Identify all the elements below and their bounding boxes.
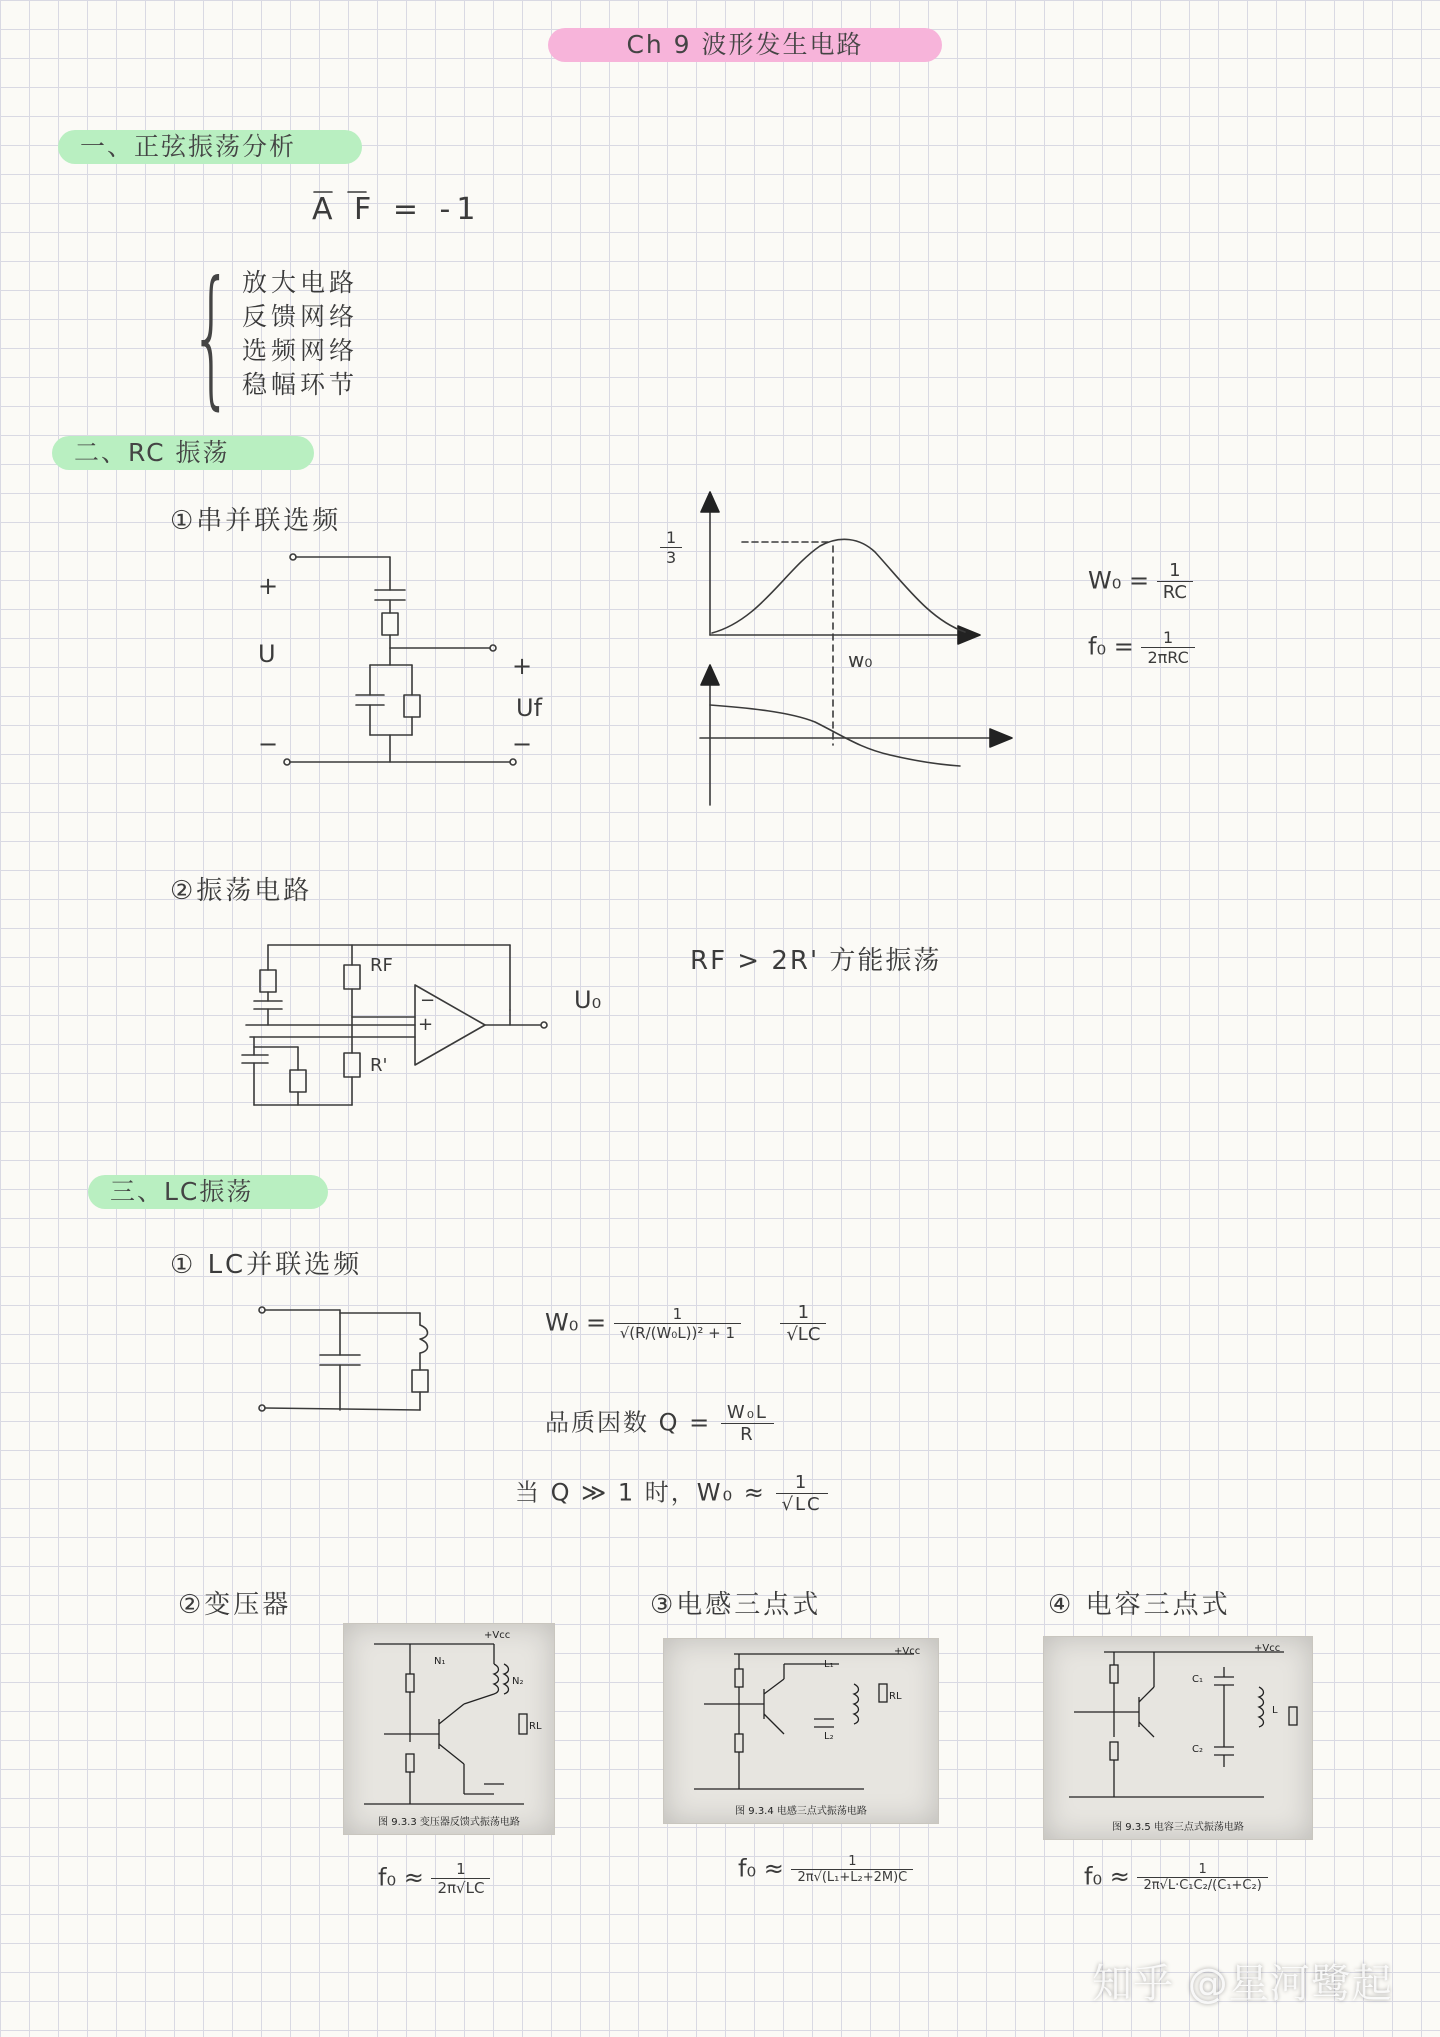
af-condition: A F = -1 xyxy=(312,192,482,227)
opamp-minus: − xyxy=(420,990,436,1011)
graph-w0-label: w₀ xyxy=(848,648,873,672)
section-heading-1: 一、正弦振荡分析 xyxy=(58,130,362,164)
inductive-three-point-title: ③电感三点式 xyxy=(650,1590,822,1620)
transformer-f0-formula: f₀ ≈ $\frac{1}{2\pi√LC}$ xyxy=(378,1860,490,1897)
svg-text:N₁: N₁ xyxy=(434,1656,446,1667)
u-plus: + xyxy=(258,572,279,600)
uf-label: Uf xyxy=(516,694,543,722)
left-brace: { xyxy=(190,250,233,424)
quality-factor-formula: 品质因数 Q = $\frac{\text{W₀L}}{R}$ xyxy=(545,1402,774,1445)
inductive-f0-formula: f₀ ≈ $\frac{1}{\text{2π√(L₁+L₂+2M)C}}$ xyxy=(738,1854,913,1885)
transformer-caption: 图 9.3.3 变压器反馈式振荡电路 xyxy=(378,1817,520,1828)
transformer-circuit-photo xyxy=(343,1623,555,1835)
s1-list-item: 选频网络 xyxy=(242,336,359,365)
s3-sub1-title: ① LC并联选频 xyxy=(170,1250,363,1280)
section-heading-3: 三、LC振荡 xyxy=(88,1175,328,1209)
oscillation-condition: RF > 2R' 方能振荡 xyxy=(690,946,942,976)
r-prime-label: R' xyxy=(370,1055,388,1076)
rc-w0-formula: W₀ = $\frac{1}{RC}$ xyxy=(1088,560,1193,603)
svg-text:L₁: L₁ xyxy=(824,1659,834,1670)
svg-text:RL: RL xyxy=(889,1691,902,1702)
s2-sub1-title: ①串并联选频 xyxy=(170,506,342,536)
svg-text:C₁: C₁ xyxy=(1192,1674,1203,1685)
inductive-three-point-photo xyxy=(663,1638,939,1824)
inductive-caption: 图 9.3.4 电感三点式振荡电路 xyxy=(735,1806,867,1817)
capacitive-circuit-drawing xyxy=(1044,1637,1312,1839)
lc-approx-formula: 当 Q ≫ 1 时，W₀ ≈ $\frac{1}{√LC}$ xyxy=(515,1472,828,1515)
capacitive-three-point-photo xyxy=(1043,1636,1313,1840)
graph-third-label: $\frac{1}{3}$ xyxy=(660,528,682,567)
rf-label: RF xyxy=(370,955,393,976)
lc-tank-diagram xyxy=(250,1300,440,1430)
svg-text:RL: RL xyxy=(529,1721,542,1732)
svg-text:L: L xyxy=(1272,1705,1278,1716)
s1-list-item: 放大电路 xyxy=(242,268,359,297)
uf-minus: − xyxy=(512,730,533,758)
page-title: Ch 9 波形发生电路 xyxy=(548,28,942,62)
s1-list-item: 反馈网络 xyxy=(242,302,359,331)
watermark: 知乎 @星河鹭起 xyxy=(1092,1961,1393,2007)
svg-text:+Vcc: +Vcc xyxy=(484,1630,511,1641)
rc-f0-formula: f₀ = $\frac{1}{\text{2πRC}}$ xyxy=(1088,628,1195,667)
lc-w0-formula: W₀ = $\frac{1}{\text{√(R/(W₀L))² + 1}}$ $\frac{1}{√LC}$ xyxy=(545,1302,826,1345)
s2-sub2-title: ②振荡电路 xyxy=(170,876,313,906)
capacitive-f0-formula: f₀ ≈ $\frac{1}{\text{2π√L·C₁C₂/(C₁+C₂)}}$ xyxy=(1084,1862,1268,1893)
svg-text:+Vcc: +Vcc xyxy=(894,1646,921,1657)
uo-label: U₀ xyxy=(574,986,602,1014)
capacitive-three-point-title: ④ 电容三点式 xyxy=(1048,1590,1231,1620)
capacitive-caption: 图 9.3.5 电容三点式振荡电路 xyxy=(1112,1822,1244,1833)
transformer-title: ②变压器 xyxy=(178,1590,292,1620)
uf-plus: + xyxy=(512,652,533,680)
opamp-plus: + xyxy=(418,1014,434,1035)
svg-text:+Vcc: +Vcc xyxy=(1254,1643,1281,1654)
svg-text:L₂: L₂ xyxy=(824,1731,834,1742)
section-heading-2: 二、RC 振荡 xyxy=(52,436,314,470)
s1-list-item: 稳幅环节 xyxy=(242,370,359,399)
af-overbar xyxy=(312,190,372,196)
s1-list xyxy=(242,266,358,402)
u-minus: − xyxy=(258,730,279,758)
inductive-circuit-drawing xyxy=(664,1639,938,1823)
svg-text:N₂: N₂ xyxy=(512,1676,524,1687)
u-label: U xyxy=(258,640,276,668)
transformer-circuit-drawing xyxy=(344,1624,554,1834)
svg-text:C₂: C₂ xyxy=(1192,1744,1203,1755)
